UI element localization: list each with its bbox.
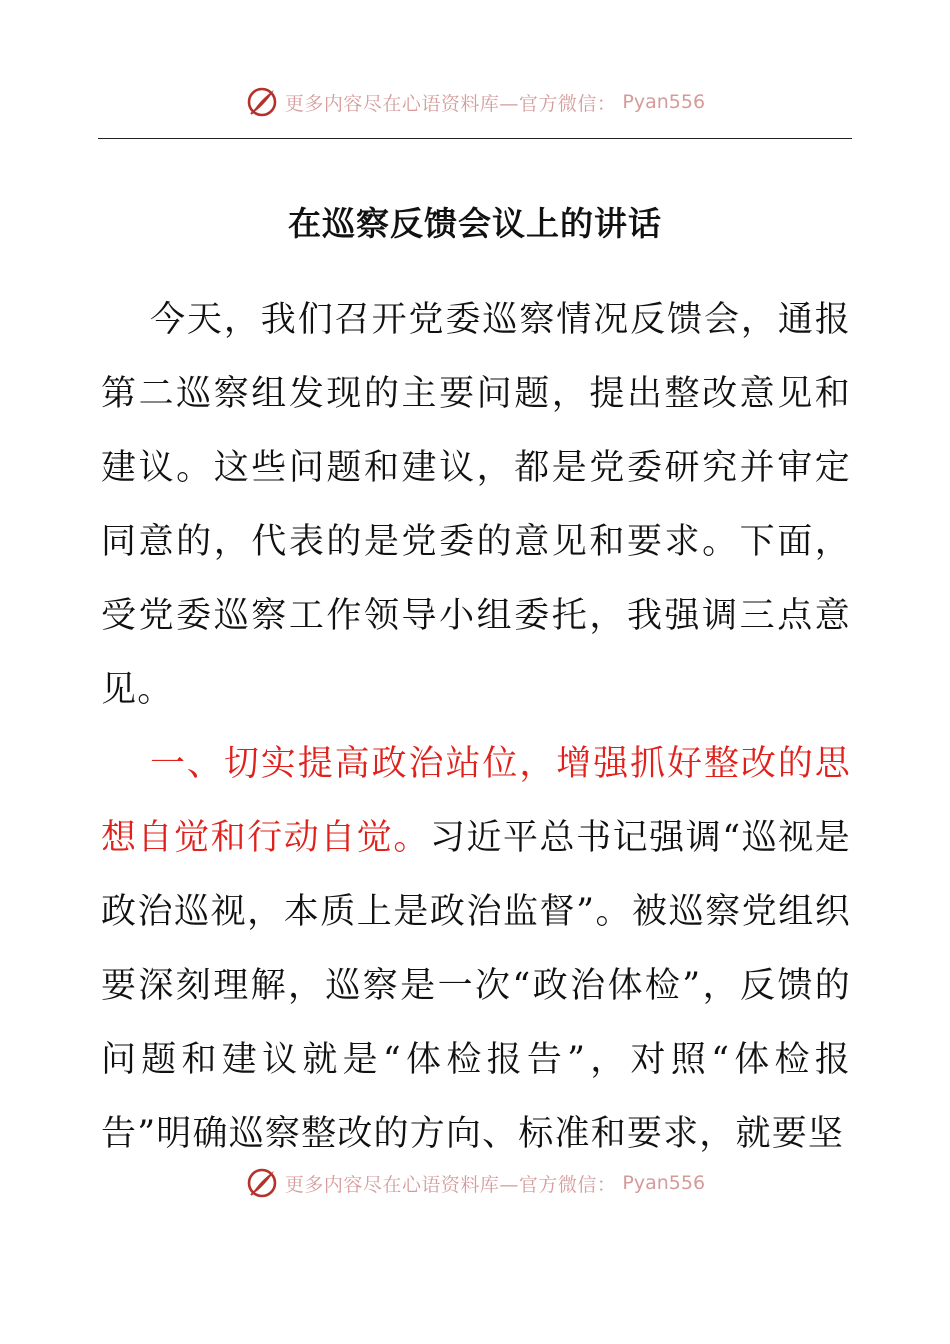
header-banner-text: 更多内容尽在心语资料库—官方微信： [284,92,617,115]
footer-banner [0,1163,950,1203]
quill-logo-icon [245,1166,279,1200]
document-body [101,283,851,1171]
footer-wechat-id: Pyan556 [622,1172,706,1194]
header-banner [0,82,950,122]
document-title: 在巡察反馈会议上的讲话 [288,204,662,243]
section-one-heading: 一、切实提高政治站位，增强抓好整改的思想自觉和行动自觉。 [101,744,851,858]
footer-banner-text: 更多内容尽在心语资料库—官方微信： [284,1173,617,1196]
header-wechat-id: Pyan556 [622,91,706,113]
paragraph-section-one [101,727,851,1171]
section-one-body: 习近平总书记强调“巡视是政治巡视，本质上是政治监督”。被巡察党组织要深刻理解，巡察是一次“政治体检”，反馈的问题和建议就是“体检报告”，对照“体检报告”明确巡察整改的方向、标准和要求，就要坚 [101,818,851,1154]
footer-banner-content [245,1166,705,1200]
paragraph-intro: 今天，我们召开党委巡察情况反馈会，通报第二巡察组发现的主要问题，提出整改意见和建议。这些问题和建议，都是党委研究并审定同意的，代表的是党委的意见和要求。下面，受党委巡察工作领导小组委托，我强调三点意见。 [101,300,851,710]
header-divider [98,138,852,139]
header-banner-content [245,85,705,119]
quill-logo-icon [245,85,279,119]
